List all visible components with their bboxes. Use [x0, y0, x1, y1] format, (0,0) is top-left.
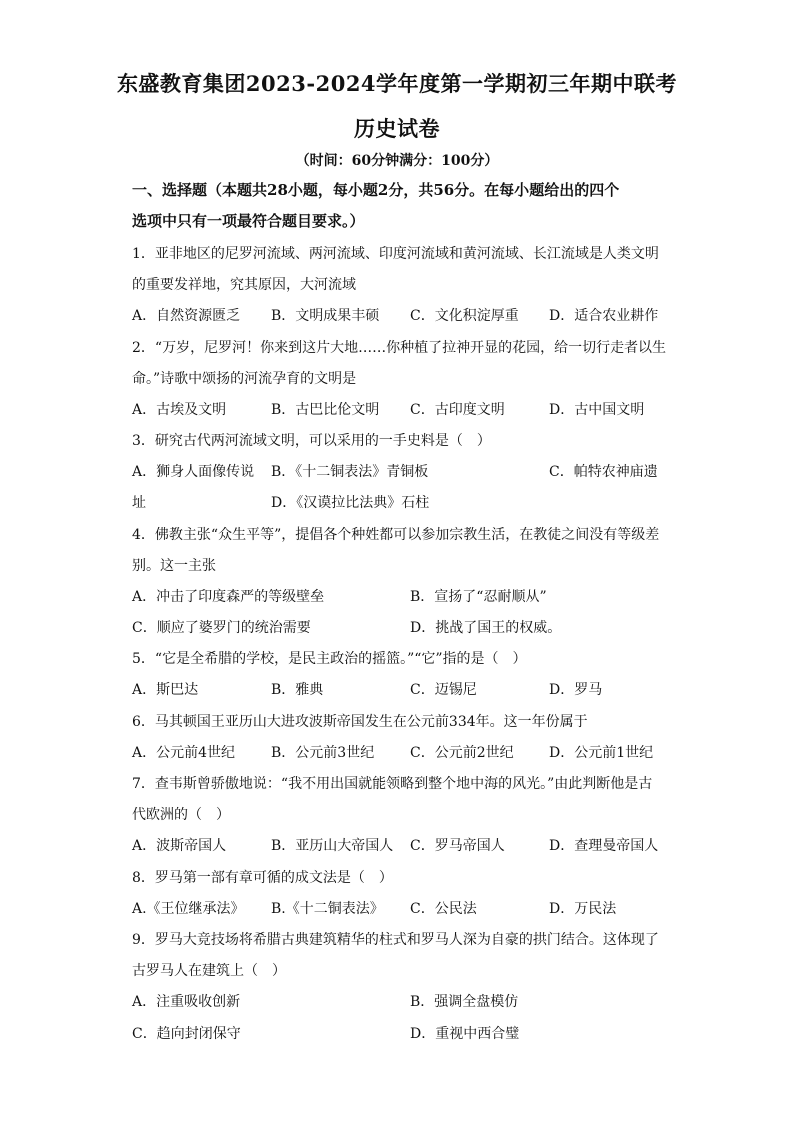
question-9-text-cont: 古罗马人在建筑上（ ）	[132, 963, 286, 979]
question-8-option-c: C．公民法	[410, 901, 477, 917]
exam-subtitle: 历史试卷	[354, 116, 440, 141]
section-heading: 一、选择题（本题共28小题，每小题2分，共56分。在每小题给出的四个	[132, 181, 620, 199]
question-6-option-c: C．公元前2世纪	[410, 745, 514, 761]
question-8-option-d: D．万民法	[549, 901, 617, 917]
question-6-text: 6．马其顿国王亚历山大进攻波斯帝国发生在公元前334年。这一年份属于	[132, 714, 588, 730]
question-4-option-d: D．挑战了国王的权威。	[410, 620, 562, 636]
question-3-option-d: D．《汉谟拉比法典》石柱	[271, 495, 430, 511]
question-7-option-b: B．亚历山大帝国人	[271, 838, 394, 854]
question-6-option-a: A．公元前4世纪	[132, 745, 236, 761]
question-2-text-cont: 命。”诗歌中颂扬的河流孕育的文明是	[132, 371, 357, 387]
section-heading-cont: 选项中只有一项最符合题目要求。）	[132, 212, 365, 230]
question-7-option-d: D．查理曼帝国人	[549, 838, 659, 854]
question-2-option-c: C．古印度文明	[410, 402, 505, 418]
question-5-option-d: D．罗马	[549, 682, 603, 698]
question-4-option-b: B．宣扬了“忍耐顺从”	[410, 589, 547, 605]
question-2-option-a: A．古埃及文明	[132, 402, 227, 418]
question-1-option-d: D．适合农业耕作	[549, 308, 659, 324]
question-4-text: 4．佛教主张“众生平等”，提倡各个种姓都可以参加宗教生活，在教徒之间没有等级差	[132, 527, 660, 543]
question-8-text: 8．罗马第一部有章可循的成文法是（ ）	[132, 870, 393, 886]
question-2-option-d: D．古中国文明	[549, 402, 645, 418]
question-1-option-a: A．自然资源匮乏	[132, 308, 241, 324]
question-3-option-c: C．帕特农神庙遗	[549, 464, 658, 480]
question-9-option-d: D．重视中西合璧	[410, 1026, 520, 1042]
question-7-option-a: A．波斯帝国人	[132, 838, 227, 854]
question-5-option-a: A．斯巴达	[132, 682, 199, 698]
question-1-option-b: B．文明成果丰硕	[271, 308, 380, 324]
question-3-option-a: A．狮身人面像传说	[132, 464, 255, 480]
question-7-option-c: C．罗马帝国人	[410, 838, 505, 854]
question-3-option-c-cont: 址	[132, 495, 146, 511]
question-6-option-d: D．公元前1世纪	[549, 745, 654, 761]
question-5-text: 5．“它是全希腊的学校，是民主政治的摇篮。”“它”指的是（ ）	[132, 651, 527, 667]
question-5-option-c: C．迈锡尼	[410, 682, 477, 698]
question-9-option-b: B．强调全盘模仿	[410, 994, 519, 1010]
question-4-option-c: C．顺应了婆罗门的统治需要	[132, 620, 311, 636]
question-4-option-a: A．冲击了印度森严的等级壁垒	[132, 589, 325, 605]
question-1-text-cont: 的重要发祥地，究其原因，大河流域	[132, 277, 356, 293]
question-2-text: 2．“万岁，尼罗河！你来到这片大地……你种植了拉神开显的花园，给一切行走者以生	[132, 340, 667, 356]
question-2-option-b: B．古巴比伦文明	[271, 402, 380, 418]
question-4-text-cont: 别。这一主张	[132, 558, 216, 574]
question-9-option-a: A．注重吸收创新	[132, 994, 241, 1010]
question-7-text-cont: 代欧洲的（ ）	[132, 807, 230, 823]
question-1-text: 1．亚非地区的尼罗河流域、两河流域、印度河流域和黄河流域、长江流域是人类文明	[132, 246, 659, 262]
question-9-text: 9．罗马大竞技场将希腊古典建筑精华的柱式和罗马人深为自豪的拱门结合。这体现了	[132, 932, 659, 948]
time-note: （时间：60分钟满分：100分）	[295, 153, 499, 169]
question-7-text: 7．查韦斯曾骄傲地说：“我不用出国就能领略到整个地中海的风光。”由此判断他是古	[132, 776, 653, 792]
question-8-option-a: A.《王位继承法》	[132, 901, 245, 917]
question-8-option-b: B.《十二铜表法》	[271, 901, 384, 917]
question-6-option-b: B．公元前3世纪	[271, 745, 375, 761]
question-3-text: 3．研究古代两河流域文明，可以采用的一手史料是（ ）	[132, 433, 491, 449]
question-3-option-b: B．《十二铜表法》青铜板	[271, 464, 429, 480]
exam-title: 东盛教育集团2023-2024学年度第一学期初三年期中联考	[116, 71, 678, 96]
question-1-option-c: C．文化积淀厚重	[410, 308, 519, 324]
question-9-option-c: C．趋向封闭保守	[132, 1026, 241, 1042]
question-5-option-b: B．雅典	[271, 682, 324, 698]
